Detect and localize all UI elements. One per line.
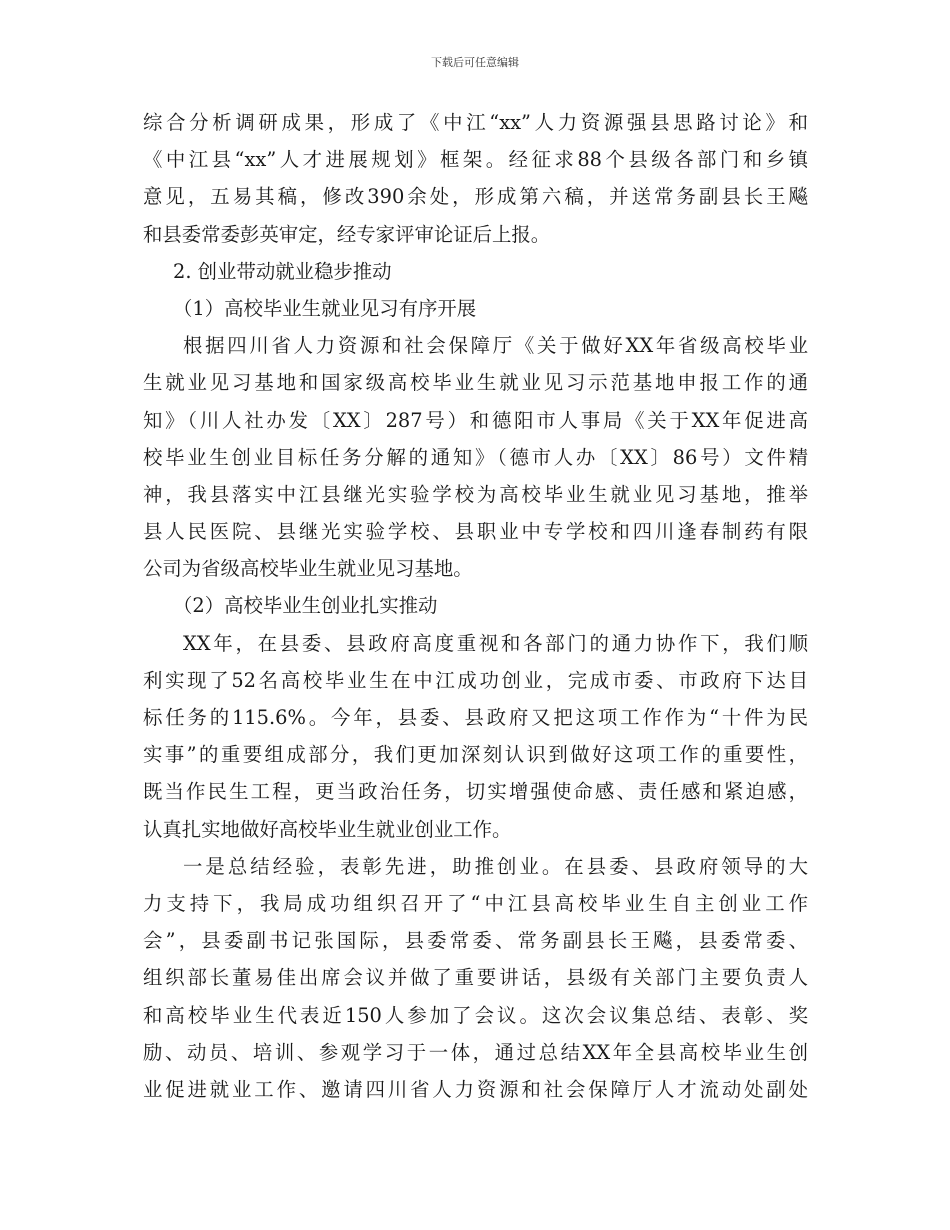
text-line: 组织部长董易佳出席会议并做了重要讲话，县级有关部门主要负责人 bbox=[143, 966, 808, 990]
page-header: 下载后可任意编辑 bbox=[431, 56, 519, 69]
section-heading: 2. 创业带动就业稳步推动 bbox=[173, 259, 392, 283]
text-line: 既当作民生工程，更当政治任务，切实增强使命感、责任感和紧迫感， bbox=[143, 780, 808, 804]
text-line: 励、动员、培训、参观学习于一体，通过总结XX年全县高校毕业生创 bbox=[143, 1040, 808, 1064]
text-line: XX年，在县委、县政府高度重视和各部门的通力协作下，我们顺 bbox=[183, 631, 808, 655]
text-line: 公司为省级高校毕业生就业见习基地。 bbox=[143, 557, 473, 581]
text-line: 知》（川人社办发〔XX〕287号）和德阳市人事局《关于XX年促进高 bbox=[143, 408, 808, 432]
text-line: 实事”的重要组成部分，我们更加深刻认识到做好这项工作的重要性， bbox=[143, 743, 808, 767]
text-line: 县人民医院、县继光实验学校、县职业中专学校和四川逢春制药有限 bbox=[143, 520, 808, 544]
text-line: 标任务的115.6%。今年，县委、县政府又把这项工作作为“十件为民 bbox=[143, 706, 808, 729]
subsection-heading: （1）高校毕业生就业见习有序开展 bbox=[173, 296, 477, 320]
text-line: 一是总结经验，表彰先进，助推创业。在县委、县政府领导的大 bbox=[183, 854, 808, 878]
text-line: 利实现了52名高校毕业生在中江成功创业，完成市委、市政府下达目 bbox=[143, 668, 808, 692]
text-line: 和县委常委彭英审定，经专家评审论证后上报。 bbox=[143, 222, 551, 246]
text-line: 会”，县委副书记张国际，县委常委、常务副县长王飚，县委常委、 bbox=[143, 929, 808, 953]
text-line: 认真扎实地做好高校毕业生就业创业工作。 bbox=[143, 817, 512, 841]
text-line: 力支持下，我局成功组织召开了“中江县高校毕业生自主创业工作 bbox=[143, 891, 808, 915]
document-body bbox=[143, 104, 808, 1108]
text-line: 《中江县“xx”人才进展规划》框架。经征求88个县级各部门和乡镇 bbox=[143, 148, 808, 172]
text-line: 神，我县落实中江县继光实验学校为高校毕业生就业见习基地，推举 bbox=[143, 482, 808, 506]
text-line: 业促进就业工作、邀请四川省人力资源和社会保障厅人才流动处副处 bbox=[143, 1077, 808, 1101]
text-line: 根据四川省人力资源和社会保障厅《关于做好XX年省级高校毕业 bbox=[183, 334, 808, 358]
text-line: 和高校毕业生代表近150人参加了会议。这次会议集总结、表彰、奖 bbox=[143, 1003, 808, 1027]
subsection-heading: （2）高校毕业生创业扎实推动 bbox=[173, 594, 438, 618]
text-line: 生就业见习基地和国家级高校毕业生就业见习示范基地申报工作的通 bbox=[143, 371, 808, 395]
text-line: 综合分析调研成果，形成了《中江“xx”人力资源强县思路讨论》和 bbox=[143, 111, 808, 134]
text-line: 意见，五易其稿，修改390余处，形成第六稿，并送常务副县长王飚 bbox=[143, 185, 808, 209]
text-line: 校毕业生创业目标任务分解的通知》（德市人办〔XX〕86号）文件精 bbox=[143, 445, 808, 469]
